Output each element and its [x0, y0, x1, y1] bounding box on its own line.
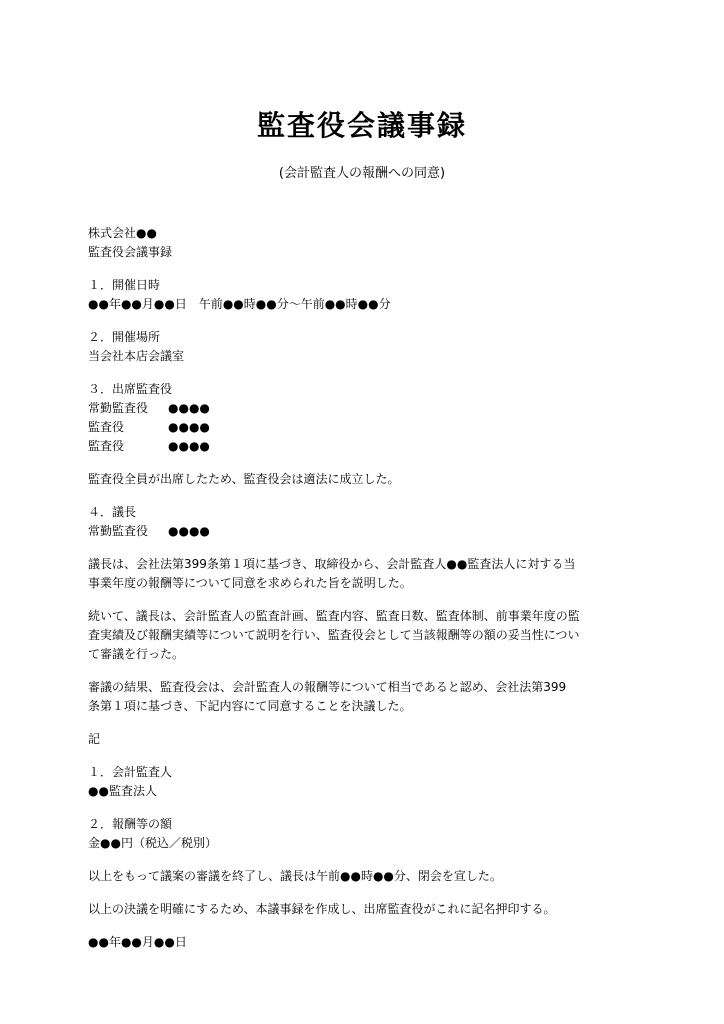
fee-heading: ２．報酬等の額	[88, 817, 173, 831]
chair-name: ●●●●	[168, 524, 210, 538]
date-heading: １．開催日時	[88, 278, 161, 292]
attendee-role: 監査役	[88, 420, 125, 434]
chair-heading: ４．議長	[88, 505, 137, 519]
attendee-name: ●●●●	[168, 420, 210, 434]
fee-value: 金●●円（税込／税別）	[88, 836, 217, 850]
attendee-name: ●●●●	[168, 439, 210, 453]
paragraph-3-line: 条第１項に基づき、下記内容にて同意することを決議した。	[88, 699, 412, 713]
attendee-row	[88, 399, 648, 418]
doc-name: 監査役会議事録	[88, 245, 173, 259]
paragraph-2-line: 続いて、議長は、会計監査人の監査計画、監査内容、監査日数、監査体制、前事業年度の監	[88, 609, 580, 623]
date-value: ●●年●●月●●日 午前●●時●●分〜午前●●時●●分	[88, 297, 391, 311]
attendee-row	[88, 418, 648, 437]
chair-row	[88, 522, 648, 541]
signature-statement: 以上の決議を明確にするため、本議事録を作成し、出席監査役がこれに記名押印する。	[88, 902, 556, 916]
attendees-heading: ３．出席監査役	[88, 382, 173, 396]
document-body	[88, 224, 648, 952]
paragraph-2-line: 査実績及び報酬実績等について説明を行い、監査役会として当該報酬等の額の妥当性につい	[88, 628, 580, 642]
document-title: 監査役会議事録	[256, 109, 467, 142]
paragraph-1-line: 事業年度の報酬等について同意を求められた旨を説明した。	[88, 576, 412, 590]
closing-statement: 以上をもって議案の審議を終了し、議長は午前●●時●●分、閉会を宣した。	[88, 869, 502, 883]
attendee-row	[88, 437, 648, 456]
attendee-role: 監査役	[88, 439, 125, 453]
attendee-role: 常勤監査役	[88, 401, 149, 415]
attendee-name: ●●●●	[168, 401, 210, 415]
chair-role: 常勤監査役	[88, 524, 149, 538]
auditor-heading: １．会計監査人	[88, 765, 173, 779]
quorum-statement: 監査役全員が出席したため、監査役会は適法に成立した。	[88, 472, 400, 486]
document-subtitle: (会計監査人の報酬への同意)	[278, 166, 446, 181]
paragraph-1-line: 議長は、会社法第399条第１項に基づき、取締役から、会計監査人●●監査法人に対する当	[88, 557, 576, 571]
paragraph-3-line: 審議の結果、監査役会は、会計監査人の報酬等について相当であると認め、会社法第399	[88, 680, 567, 694]
company-name: 株式会社●●	[88, 226, 157, 240]
ki-marker: 記	[88, 732, 101, 746]
place-value: 当会社本店会議室	[88, 349, 185, 363]
place-heading: ２．開催場所	[88, 330, 161, 344]
auditor-value: ●●監査法人	[88, 784, 157, 798]
paragraph-2-line: て審議を行った。	[88, 647, 185, 661]
document-date: ●●年●●月●●日	[88, 935, 187, 949]
